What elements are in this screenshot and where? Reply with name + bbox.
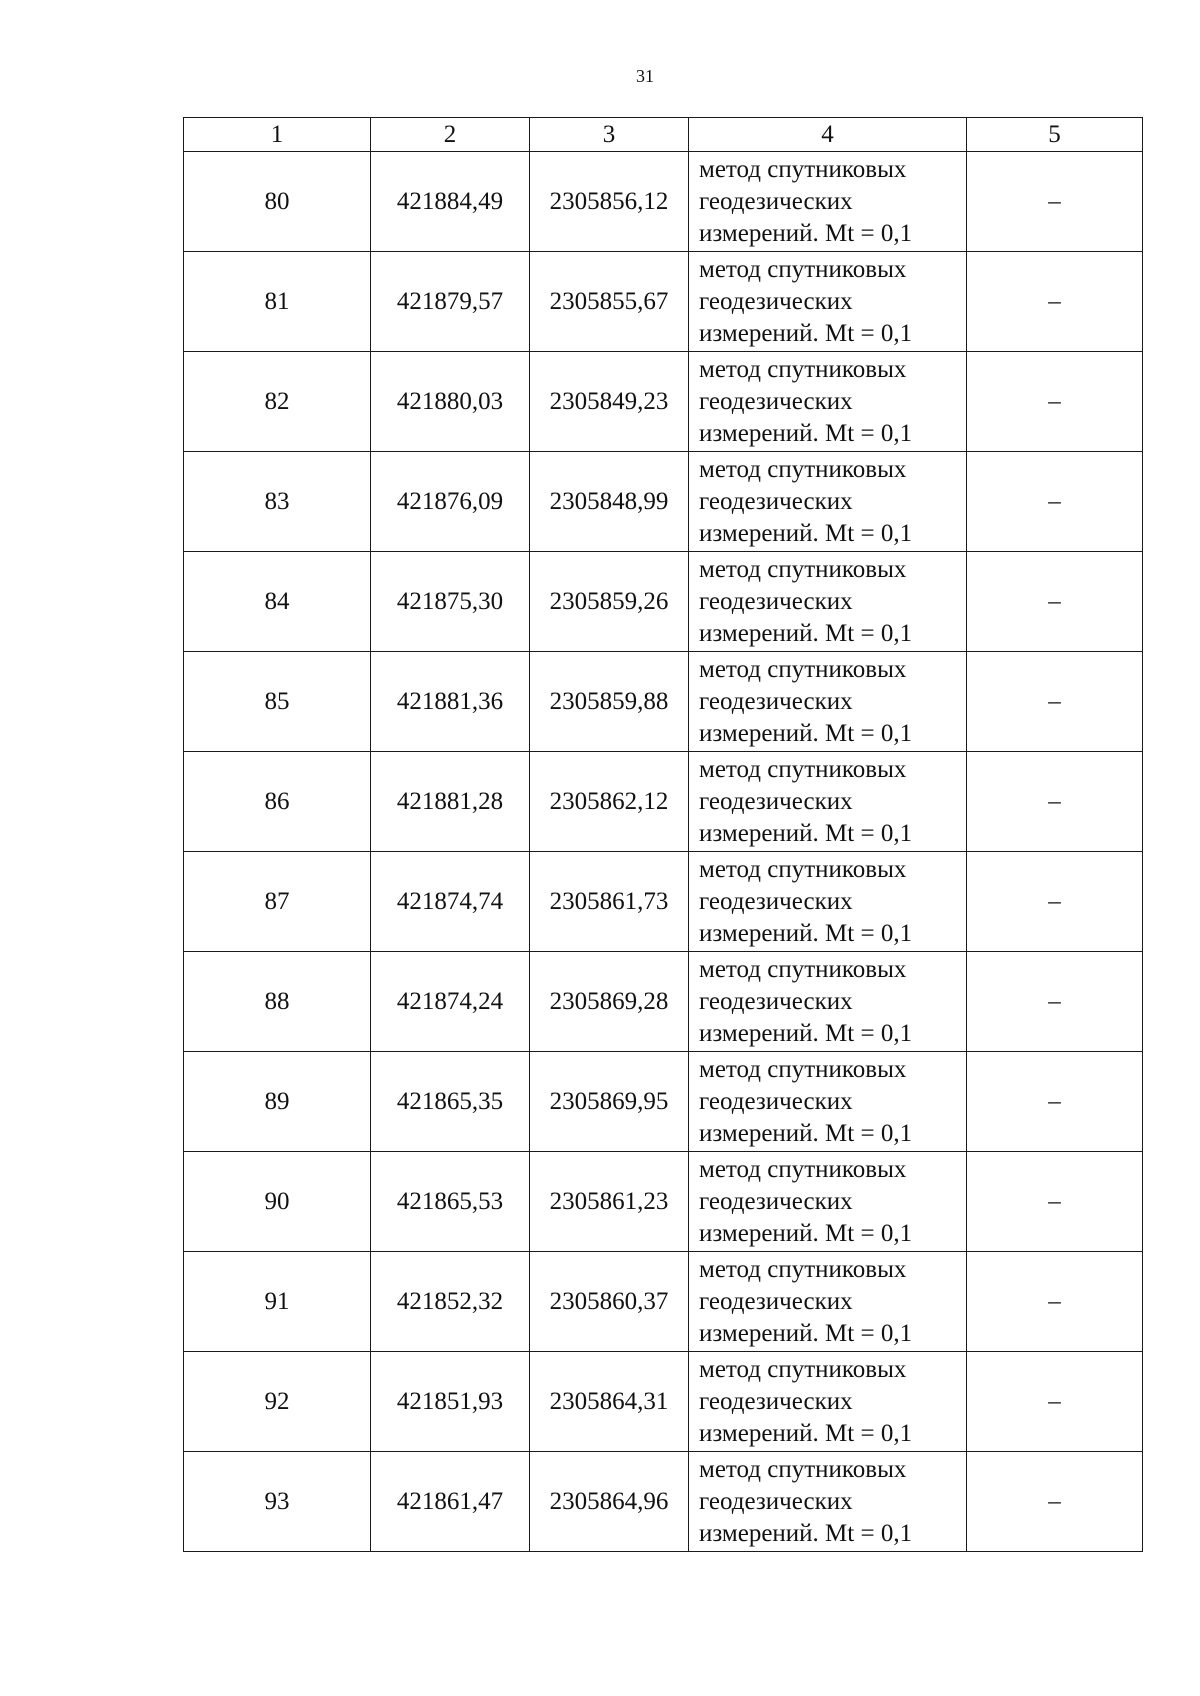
- point-number-cell: 91: [184, 1252, 371, 1352]
- method-line: метод спутниковых: [699, 355, 907, 383]
- method-line: геодезических: [699, 287, 853, 315]
- method-line: геодезических: [699, 887, 853, 915]
- method-line: метод спутниковых: [699, 255, 907, 283]
- method-line: измерений. Mt = 0,1: [699, 1319, 913, 1347]
- method-line: измерений. Mt = 0,1: [699, 1219, 913, 1247]
- table-row: [184, 1252, 1143, 1352]
- method-line: метод спутниковых: [699, 655, 907, 683]
- method-line: метод спутниковых: [699, 1355, 907, 1383]
- y-coordinate-cell: 2305856,12: [530, 152, 689, 252]
- x-coordinate-cell: 421876,09: [371, 452, 530, 552]
- point-number-cell: 87: [184, 852, 371, 952]
- method-line: измерений. Mt = 0,1: [699, 1119, 913, 1147]
- y-coordinate-cell: 2305860,37: [530, 1252, 689, 1352]
- table-row: [184, 452, 1143, 552]
- method-line: геодезических: [699, 1387, 853, 1415]
- point-number-cell: 80: [184, 152, 371, 252]
- method-line: измерений. Mt = 0,1: [699, 919, 913, 947]
- table-row: [184, 1352, 1143, 1452]
- method-line: метод спутниковых: [699, 455, 907, 483]
- method-line: геодезических: [699, 987, 853, 1015]
- method-cell: [689, 652, 967, 752]
- method-cell: [689, 152, 967, 252]
- method-line: метод спутниковых: [699, 1255, 907, 1283]
- method-line: метод спутниковых: [699, 855, 907, 883]
- method-line: геодезических: [699, 587, 853, 615]
- method-cell: [689, 352, 967, 452]
- description-cell: –: [967, 1052, 1143, 1152]
- description-cell: –: [967, 1452, 1143, 1552]
- description-cell: –: [967, 652, 1143, 752]
- method-line: измерений. Mt = 0,1: [699, 719, 913, 747]
- description-cell: –: [967, 252, 1143, 352]
- method-cell: [689, 252, 967, 352]
- method-line: измерений. Mt = 0,1: [699, 519, 913, 547]
- description-cell: –: [967, 1152, 1143, 1252]
- method-line: метод спутниковых: [699, 1155, 907, 1183]
- method-line: измерений. Mt = 0,1: [699, 319, 913, 347]
- y-coordinate-cell: 2305862,12: [530, 752, 689, 852]
- method-cell: [689, 552, 967, 652]
- x-coordinate-cell: 421884,49: [371, 152, 530, 252]
- description-cell: –: [967, 352, 1143, 452]
- description-cell: –: [967, 752, 1143, 852]
- x-coordinate-cell: 421880,03: [371, 352, 530, 452]
- header-col-5: 5: [967, 118, 1143, 152]
- table-row: [184, 552, 1143, 652]
- header-col-4: 4: [689, 118, 967, 152]
- description-cell: –: [967, 452, 1143, 552]
- method-line: измерений. Mt = 0,1: [699, 219, 913, 247]
- y-coordinate-cell: 2305859,26: [530, 552, 689, 652]
- point-number-cell: 90: [184, 1152, 371, 1252]
- description-cell: –: [967, 1252, 1143, 1352]
- y-coordinate-cell: 2305861,73: [530, 852, 689, 952]
- page-number: 31: [636, 66, 654, 86]
- header-col-2: 2: [371, 118, 530, 152]
- method-line: геодезических: [699, 687, 853, 715]
- method-line: геодезических: [699, 487, 853, 515]
- method-line: метод спутниковых: [699, 555, 907, 583]
- method-line: метод спутниковых: [699, 1055, 907, 1083]
- y-coordinate-cell: 2305855,67: [530, 252, 689, 352]
- method-line: геодезических: [699, 1187, 853, 1215]
- method-cell: [689, 452, 967, 552]
- method-cell: [689, 752, 967, 852]
- point-number-cell: 81: [184, 252, 371, 352]
- table-row: [184, 952, 1143, 1052]
- method-line: геодезических: [699, 1287, 853, 1315]
- method-cell: [689, 852, 967, 952]
- x-coordinate-cell: 421861,47: [371, 1452, 530, 1552]
- y-coordinate-cell: 2305861,23: [530, 1152, 689, 1252]
- x-coordinate-cell: 421851,93: [371, 1352, 530, 1452]
- x-coordinate-cell: 421881,28: [371, 752, 530, 852]
- y-coordinate-cell: 2305848,99: [530, 452, 689, 552]
- x-coordinate-cell: 421852,32: [371, 1252, 530, 1352]
- point-number-cell: 84: [184, 552, 371, 652]
- method-line: измерений. Mt = 0,1: [699, 1419, 913, 1447]
- point-number-cell: 88: [184, 952, 371, 1052]
- method-cell: [689, 1452, 967, 1552]
- method-line: геодезических: [699, 187, 853, 215]
- point-number-cell: 93: [184, 1452, 371, 1552]
- point-number-cell: 92: [184, 1352, 371, 1452]
- table-row: [184, 852, 1143, 952]
- description-cell: –: [967, 852, 1143, 952]
- table-row: [184, 1452, 1143, 1552]
- method-cell: [689, 952, 967, 1052]
- x-coordinate-cell: 421874,24: [371, 952, 530, 1052]
- method-line: измерений. Mt = 0,1: [699, 619, 913, 647]
- point-number-cell: 82: [184, 352, 371, 452]
- method-line: измерений. Mt = 0,1: [699, 419, 913, 447]
- y-coordinate-cell: 2305869,28: [530, 952, 689, 1052]
- header-col-3: 3: [530, 118, 689, 152]
- description-cell: –: [967, 552, 1143, 652]
- y-coordinate-cell: 2305869,95: [530, 1052, 689, 1152]
- table-row: [184, 1052, 1143, 1152]
- x-coordinate-cell: 421875,30: [371, 552, 530, 652]
- method-line: измерений. Mt = 0,1: [699, 819, 913, 847]
- x-coordinate-cell: 421879,57: [371, 252, 530, 352]
- description-cell: –: [967, 952, 1143, 1052]
- table-row: [184, 652, 1143, 752]
- y-coordinate-cell: 2305849,23: [530, 352, 689, 452]
- table-row: [184, 352, 1143, 452]
- x-coordinate-cell: 421865,35: [371, 1052, 530, 1152]
- method-cell: [689, 1352, 967, 1452]
- table-row: [184, 1152, 1143, 1252]
- method-cell: [689, 1052, 967, 1152]
- coordinates-table: [183, 117, 1143, 1552]
- x-coordinate-cell: 421881,36: [371, 652, 530, 752]
- method-line: измерений. Mt = 0,1: [699, 1519, 913, 1547]
- y-coordinate-cell: 2305859,88: [530, 652, 689, 752]
- x-coordinate-cell: 421865,53: [371, 1152, 530, 1252]
- header-col-1: 1: [184, 118, 371, 152]
- table-header-row: [184, 118, 1143, 152]
- method-line: геодезических: [699, 387, 853, 415]
- method-line: метод спутниковых: [699, 955, 907, 983]
- method-cell: [689, 1252, 967, 1352]
- method-line: метод спутниковых: [699, 1455, 907, 1483]
- y-coordinate-cell: 2305864,31: [530, 1352, 689, 1452]
- table-row: [184, 752, 1143, 852]
- method-cell: [689, 1152, 967, 1252]
- point-number-cell: 86: [184, 752, 371, 852]
- point-number-cell: 85: [184, 652, 371, 752]
- method-line: геодезических: [699, 1087, 853, 1115]
- method-line: метод спутниковых: [699, 755, 907, 783]
- table-body: [184, 152, 1143, 1552]
- method-line: метод спутниковых: [699, 155, 907, 183]
- table-row: [184, 152, 1143, 252]
- method-line: геодезических: [699, 1487, 853, 1515]
- description-cell: –: [967, 1352, 1143, 1452]
- description-cell: –: [967, 152, 1143, 252]
- point-number-cell: 83: [184, 452, 371, 552]
- method-line: измерений. Mt = 0,1: [699, 1019, 913, 1047]
- y-coordinate-cell: 2305864,96: [530, 1452, 689, 1552]
- method-line: геодезических: [699, 787, 853, 815]
- point-number-cell: 89: [184, 1052, 371, 1152]
- x-coordinate-cell: 421874,74: [371, 852, 530, 952]
- table-row: [184, 252, 1143, 352]
